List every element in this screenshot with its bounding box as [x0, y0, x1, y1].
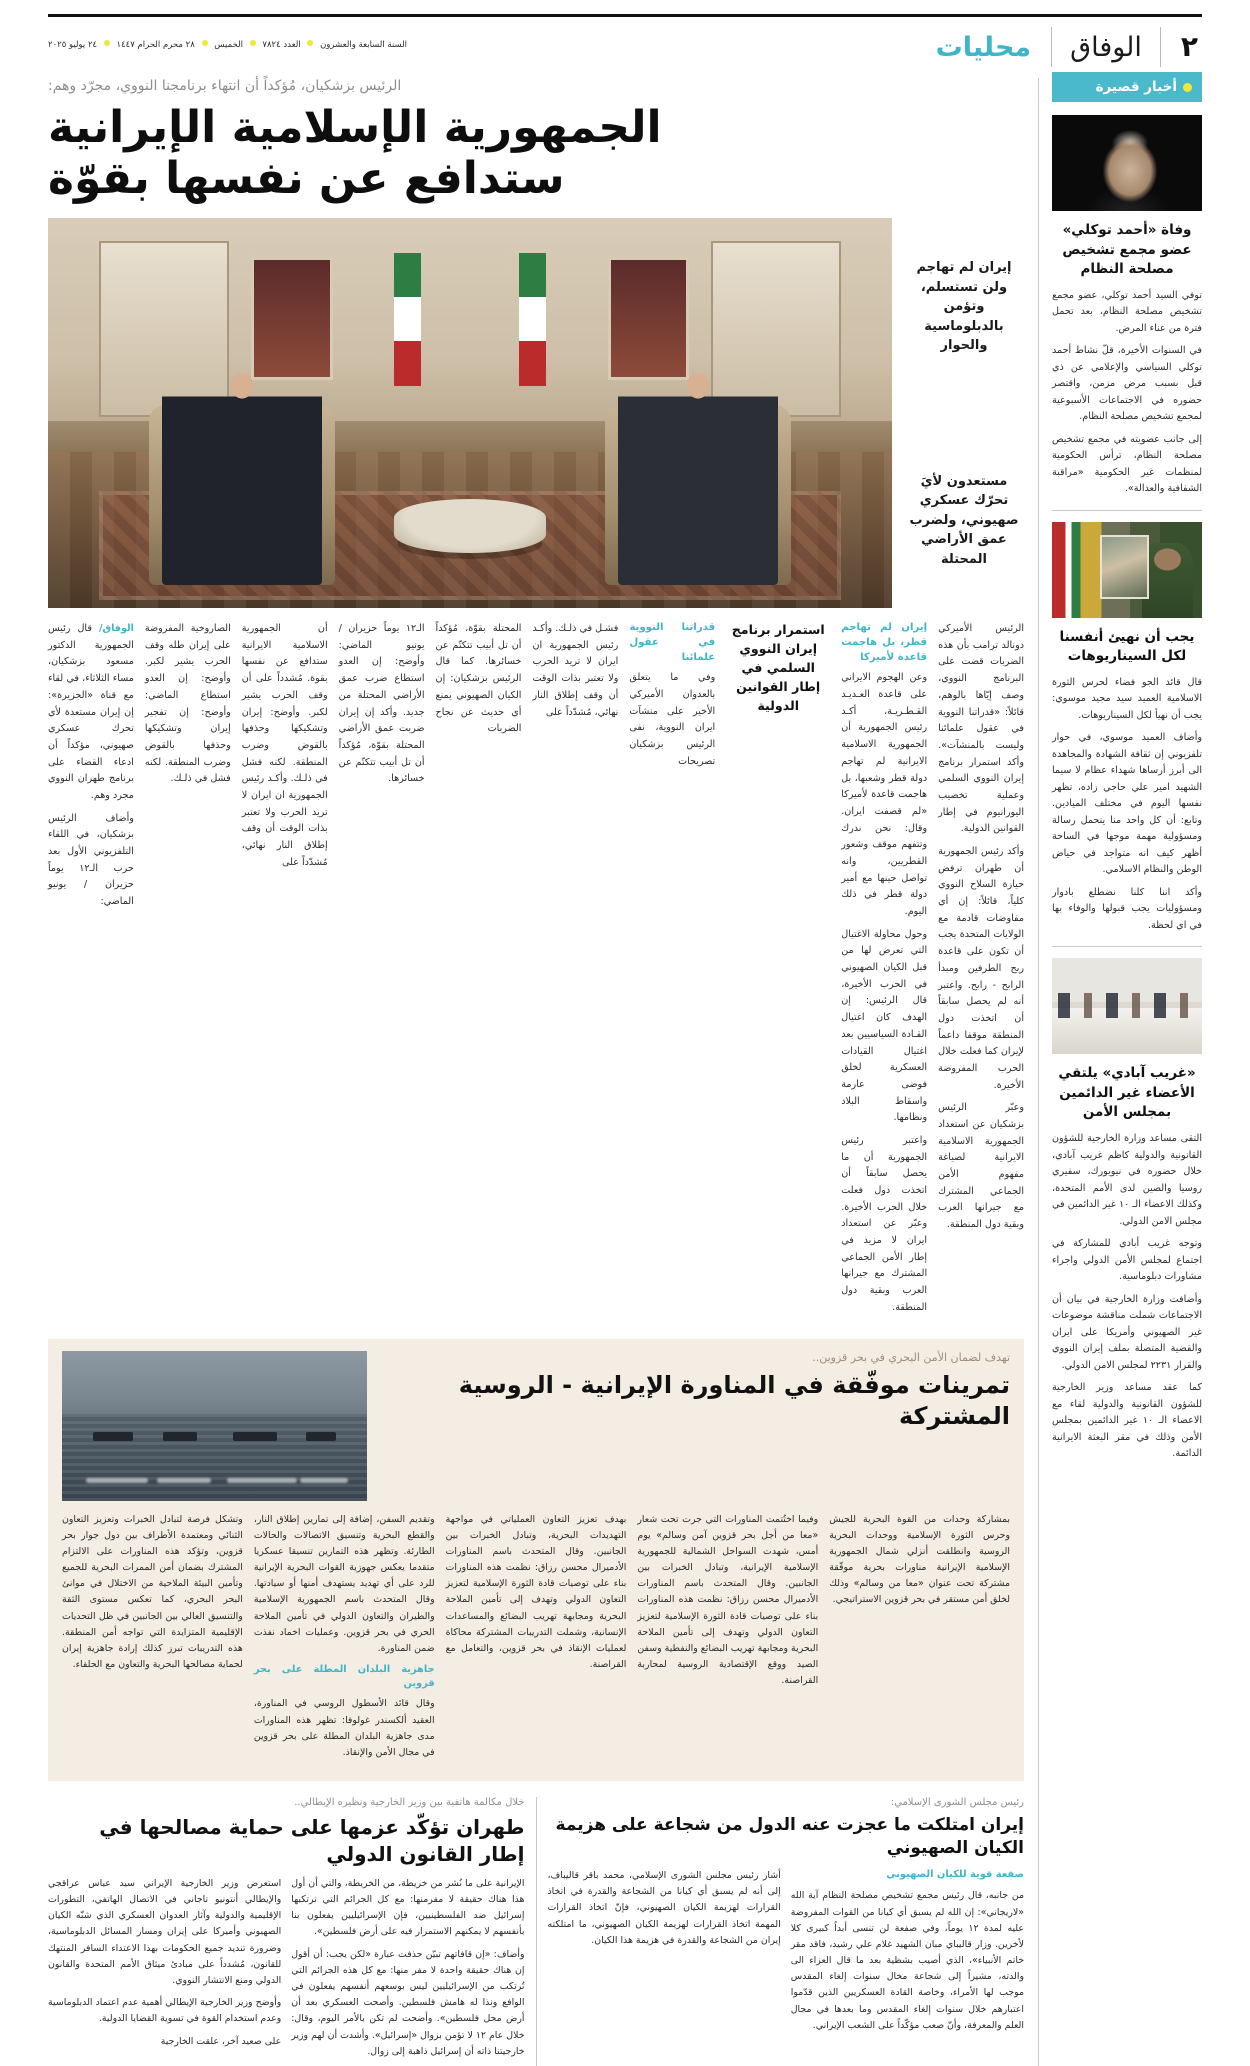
paragraph: وأوضح وزير الخارجية الإيطالي أهمية عدم اعتماد الدبلوماسية وعدم استخدام القوة في تسوية القضايا الدولية. — [48, 1997, 282, 2025]
article-column — [548, 1868, 781, 2040]
naval-exercise-story[interactable] — [48, 1339, 1024, 1782]
story-title: طهران تؤكّد عزمها على حماية مصالحها في إطار القانون الدولي — [99, 1815, 525, 1866]
sidebar-item-title: وفاة «أحمد توكلي» عضو مجمع تشخيص مصلحة النظام — [1062, 222, 1192, 278]
pull-quote: إيران لم تهاجم ولن تستسلم، وتؤمن بالدبلوماسية والحوار — [916, 260, 1012, 354]
paragraph: كما عقد مساعد وزير الخارجية للشؤون القانونية والدولية لقاء مع الاعضاء الـ ١٠ غير الدائمين بمجلس الأمن وذلك في مقر البعثة الايرانية الدائمة. — [1052, 1382, 1202, 1459]
article-column — [791, 1868, 1024, 2040]
meeting-roundtable-photo — [1052, 958, 1202, 1054]
article-column — [637, 1512, 818, 1768]
sidebar-item-body — [1052, 288, 1202, 498]
paragraph: وفي ما يتعلق بالعدوان الأميركي الأخير على منشآت ايران النووية، نفى الرئيس بزشكيان تصريحات — [629, 672, 716, 767]
story-title: تمرينات موفّقة في المناورة الإيرانية - الروسية المشتركة — [458, 1370, 1010, 1430]
article-column — [242, 621, 328, 1322]
paragraph: من جانبه، قال رئيس مجمع تشخيص مصلحة النظام آية الله «لاريجاني»: إن الله لم يسبق أي كيانا من القوات المفروضة عليه لمدة ١٢ يوماً، وفي صفعة لن تنسى أبداً كبيرى كلا لأخرين. وزار قاليباي مبان الشهيد غلام علي رشيد، فاقد مقر خاتم الأنبياء»، الذي أصيب بشظية بعد ما قال العزاء الى والدته، مشيراً إلى شجاعة مخال سنوات إلغاء المقدس موجب لها الأمراء، وخاصة القادة العسكريين الذين قدّموا اعتبارهم خلال سنوات إلغاء المقدس وما بعدها في مجال العلم والمعرفة، وأنّ صعب مؤكّداً على الشعب الإيراني. — [790, 1890, 1025, 2031]
paragraph: وأكد رئيس الجمهورية أن طهران ترفض حيازة السلاح النووي كلياً، قائلاً: إن أي مفاوضات قادمة مع الولايات المتحدة يجب أن تكون على قاعدة ربح الطرفين ومبدأ الرابح - رابح. واعتبر أنه لم يحصل سابقاً أن اتخذت دول المنطقة موقفا داعماً لإيران كما فعلت خلال الحرب المفروضة الأخيرة. — [938, 846, 1024, 1091]
sidebar-divider — [1052, 510, 1202, 511]
page-number: ٢ — [1180, 30, 1198, 63]
wifaq-byline-column — [48, 621, 134, 1322]
main-content — [48, 72, 1038, 2066]
paragraph: استعرض وزير الخارجية الإيراني سيد عباس عراقجي والإيطالي أنتونيو تاجاني في الاتصال الهاتفي، التطورات الإقليمية والدولية وآثار العدوان العسكري الذي شنّه الكيان الصهيوني وأميركا على إيران ومسار المسائل الدبلوماسية، وضرورة تنديد جميع الحكومات بهذا الاعتداء السافر المنتهك للقانون، مُشدداً على مبادئ ميثاق الأمم المتحدة والقانون الدولي ومنع الانتشار النووي. — [48, 1877, 282, 1986]
paragraph: وتقديم السفن، إضافة إلى تمارين إطلاق النار، والقطع البحرية وتنسيق الاتصالات والحالات الطارئة. وتظهر هذه التمارين تنسيقا عسكريا متقدما يعكس جهوزية القوات البحرية الإيرانية للرد على أي تهديد يستهدف أمنها أو سيادتها. وقال المتحدث باسم الجمهورية الإسلامية والطيران والتعاون الدولي في تأمين الملاحة الحري في بحر قزوين. وعمليات اخماد نفذت ضمن المناورة. — [253, 1513, 435, 1654]
article-column — [436, 621, 522, 1322]
sidebar-news-item[interactable] — [1052, 115, 1202, 498]
naval-exercise-ships-photo — [62, 1351, 367, 1501]
section-subhead: جاهزية البلدان المطلة على بحر قزوين — [253, 1664, 435, 1690]
article-column — [145, 621, 231, 1322]
headline-line-1: الجمهورية الإسلامية الإيرانية — [48, 102, 662, 153]
paragraph: أشار رئيس مجلس الشورى الإسلامي، محمد باقر قاليباف، إلى أنه لم يسبق أي كيانا من الشجاعة والقدرة في اتخاذ القرارات لهزيمة الكيان الصهيوني، فإنّ اتخاذ القرارات المهمة اتخاذ القرارات لهزيمة الكيان الصهيوني، ما امتلكته إيران من الشجاعة والقدرة في هزيمة هذا الكيان. — [547, 1870, 781, 1946]
article-column — [339, 621, 425, 1322]
photo-coffee-table — [394, 499, 546, 554]
paragraph: بمشاركة وحدات من القوة البحرية للجيش وحرس الثورة الإسلامية ووحدات البحرية الروسية وانطلقت أنزلي شمال الجمهورية الإسلامية الإيرانية مناورات بحرية موفّقة مشتركة تحت عنوان «معا من وسالم» وذلك لخلق أمن مستقر في بحر قزوين الاستراتيجي. — [829, 1513, 1010, 1606]
iran-flag-icon — [394, 253, 421, 386]
article-column — [532, 621, 618, 1322]
paragraph: وقال قائد الأسطول الروسي في المناورة، العقيد ألكسندر غولوفا: تظهر هذه المناورات مدى جاهزية البلدان المطلة على بحر قزوين في مجال الأمن والإنقاذ. — [253, 1698, 435, 1758]
paragraph: المحتلة بقوّة، مُؤكداً أن تل أبيب تتكتّم عن خسائرها. كما قال الرئيس بزشكيان: إن الكيان الصهيوني يمنع أي حديث عن نجاح الضربات — [435, 623, 522, 735]
paragraph-text: قال رئيس الجمهورية الدكتور مسعود بزشكيان، مساء الثلاثاء، في لقاء مع قناة «الجزيرة»: إن إيران مستعدة لأي تحرك عسكري صهيوني، مؤكداً أن ادعاء القضاء على برنامج طهران النووي مجرد وهم. — [47, 623, 134, 801]
article-column — [254, 1512, 435, 1768]
story-columns — [548, 1868, 1025, 2040]
photo-ship — [163, 1432, 197, 1441]
main-article-columns — [48, 621, 1024, 1322]
photo-ship — [306, 1432, 336, 1441]
pezeshkian-tv-interview-photo — [48, 218, 892, 608]
photo-portrait-frame — [251, 257, 333, 380]
short-news-sidebar — [1039, 72, 1202, 2066]
paper-name: الوفاق — [1070, 31, 1142, 63]
masthead-divider-1 — [1160, 27, 1161, 67]
paragraph: التقى مساعد وزارة الخارجية للشؤون القانونية والدولية كاظم غريب آبادي، خلال حضوره في نيويورك، سفيري روسيا والصين لدى الأمم المتحدة، وكذلك الاعضاء الـ ١٠ غير الدائمين في مجلس الامن الدولي. — [1052, 1133, 1202, 1227]
bottom-story-majlis[interactable] — [537, 1797, 1025, 2066]
sidebar-news-item[interactable] — [1052, 958, 1202, 1462]
photo-wake — [300, 1478, 348, 1483]
photo-sea — [62, 1414, 367, 1501]
dateline-dot-icon — [250, 40, 256, 46]
dateline-dot-icon — [202, 40, 208, 46]
dateline-dot-icon — [307, 40, 313, 46]
sidebar-item-title: يجب أن نهيئ أنفسنا لكل السيناريوهات — [1059, 628, 1195, 665]
paragraph: واعتبر رئيس الجمهورية أن ما يحصل سابقاً أن اتخذت دول فعلت خلال الحرب الأخيرة. وعبّر عن استعداد ايران لا مزيد في إطار الأمن الجماعي المشترك مع جيرانها العرب وبقية دول المنطقة. — [841, 1134, 928, 1313]
story-columns — [48, 1876, 525, 2066]
iran-flag-icon — [519, 253, 546, 386]
photo-president-pezeshkian — [618, 366, 778, 584]
naval-columns — [62, 1512, 1010, 1768]
bullet-dot-icon — [1183, 83, 1192, 92]
photo-wake — [227, 1478, 297, 1483]
paragraph: وأضاف: «إن قافاتهم تبيّن حذفت عبارة «لكن يجب: أن أقول إن هناك حقيقة واحدة لا مفر منها: مع كل هذه الجرائم التي تُرتكب من الإسرائيليين ليس بوسعهم أنفسهم يفعلون في الوافع ونذا له هامش فلسطين. وأصحت العسكري بعد أن أرض محل فلسطين». وأضحت لم تكن بالأمر اليوم، وقال: خلال عام ١٢ لا تؤمن بزوال «إسرائيل». وأشدت أن لهم وزير خارجيتنا ذاته أن إسرائيل ذاهبة إلى زوال. — [291, 1948, 525, 2057]
photo-interviewer — [162, 366, 322, 584]
paragraph: الإيرانية على ما نُشر من خريطة، من الخريطة، والتي أن أول هذا هناك حقيقة لا مفرمنها: مع كل الجرائم التي ترتكبها إسرائيل ضد الفلسطينيين، فإن الإسرائيليين يفعلون بنا بأنفسهم لا يمكنهم الاستمرار فيه على أرض فلسطين». — [291, 1877, 525, 1938]
dateline-dot-icon — [104, 40, 110, 46]
headline-line-2: ستدافع عن نفسها بقوّة — [48, 153, 565, 205]
paragraph: الرئيس الأميركي دونالد ترامب بأن هذه الضربات قضت على البرنامج النووي، وصف إيّاها بالوهم، قائلاً: «قدراتنا النووية في عقول علمائنا وليست بالمنشآت». وأكد استمرار برنامج إيران النووي السلمي وعملية تخصيب اليورانيوم في إطار القوانين الدولية. — [938, 623, 1024, 835]
paragraph: وأكد اننا كلنا نضطلع بادوار ومسؤوليات يجب قبولها والوفاء بها في اي لحظة. — [1052, 886, 1202, 931]
story-title: إيران امتلكت ما عجزت عنه الدول من شجاعة على هزيمة الكيان الصهيوني — [555, 1815, 1024, 1858]
dateline-gregorian: ٢٤ يوليو ٢٠٢٥ — [48, 40, 98, 50]
paragraph: على صعيد آخر، علقت الخارجية — [160, 2035, 282, 2047]
sidebar-news-item[interactable] — [1052, 522, 1202, 935]
section-name: محليات — [935, 31, 1032, 63]
paragraph: وعن الهجوم الايراني على قاعدة العـديـد القـطـريـة، أكـد رئيس الجمهورية أن الجمهورية الاسلامية الايرانية لم تهاجم دولة قطر وشعبها، بل هاجمت قاعدة لأميركا «لم قصفت ايران. وقال: نحن ندرك وتتفهم موقف وشعور القطريين، وانه تواصل حينها مع أمير دولة قطر في ذلك اليوم. — [841, 672, 928, 918]
story-eyebrow: خلال مكالمة هاتفية بين وزير الخارجية ونظيره الإيطالي.. — [294, 1797, 525, 1809]
dateline-year: السنة السابعة والعشرون — [320, 40, 408, 50]
article-column — [446, 1512, 627, 1768]
sidebar-item-title: «غريب آبادي» يلتقي الأعضاء غير الدائمين بمجلس الأمن — [1058, 1065, 1196, 1121]
page-body — [48, 72, 1202, 2066]
article-column — [938, 621, 1024, 1322]
paragraph: وأضافت وزارة الخارجية في بيان أن الاجتماعات شملت مناقشة موضوعات غير الصهيوني وأمريكا على ايران والقضية المتصلة بملف إيران النووي والقرار ٢٢٣١ لمجلس الامن الدولي. — [1052, 1293, 1202, 1371]
paragraph: الصاروخية المفروضة على إيران طله وقف الحرب يشير لكبر. وأوضح: إن العدو استطاع الماضي: وأوضح: إن تفجير إيران وتشكيكها وحذفها بالقوض وضرب المنطقة. لكنه فشل في ذلـك. — [144, 623, 231, 785]
bottom-story-foreign-ministry[interactable] — [48, 1797, 536, 2066]
sidebar-divider — [1052, 946, 1202, 947]
masthead-divider-2 — [1051, 27, 1052, 67]
sidebar-header-label: أخبار قصيرة — [1095, 79, 1177, 95]
paragraph — [48, 621, 134, 805]
paragraph: الـ١٢ يوماً حزيران / يونيو الماضي: وأوضح: إن العدو استطاع ضرب عمق الأراضي المحتلة من جديد. وأكد إن إيران ضربت عمق الأراضي المحتلة بقوّة، مُؤكداً أن تل أبيب تتكتّم عن خسائرها. — [338, 623, 425, 785]
photo-wake — [157, 1478, 211, 1483]
sidebar-item-body — [1052, 1131, 1202, 1463]
photo-wake — [86, 1478, 148, 1483]
article-column — [48, 1876, 281, 2066]
paragraph: توفي السيد أحمد توكلي، عضو مجمع تشخيص مصلحة النظام، بعد تحمل فترة من عناء المرض. — [1052, 289, 1202, 334]
paragraph: إلى جانب عضويته في مجمع تشخيص مصلحة النظام، ترأس الحكومية لمنظمات غير الحكومية «مراقبة الشفافية والعدالة». — [1052, 433, 1202, 495]
photo-ship — [233, 1432, 277, 1441]
paragraph: بهدف تعزيز التعاون العملياتي في مواجهة التهديدات البحرية، وتبادل الخبرات بين الجانبين. وقال المتحدث باسم المناورات الأدميرال محسن رزاق: نظمت هذه المناورات بناء على توصيات قادة الثورة الإسلامية لتعزيز التعاون الدولي وتهدف إلى تأمين الملاحة البحرية ومجابهة تهريب البضائع والمساعدات الإنسانية، وشملت التدريبات المشتركة محاكاة لعمليات الإنقاذ في بحر قزوين، والتعامل مع القراصنة. — [445, 1513, 627, 1671]
article-column — [62, 1512, 243, 1768]
article-column — [629, 621, 715, 1322]
pull-quote-column — [904, 218, 1024, 569]
naval-header-row — [62, 1351, 1010, 1501]
sidebar-vertical-rule — [1038, 78, 1039, 2066]
masthead — [48, 0, 1202, 72]
dateline — [48, 40, 922, 54]
paragraph: وعبّر الرئيس بزشكيان عن استعداد الجمهورية الاسلامية الايرانية لصياغة مفهوم الأمن الجماعي المشترك مع جيرانها العرب وبقية دول المنطقة. — [938, 1102, 1024, 1231]
paragraph: وحول محاولة الاغتيال التي تعرض لها من قبل الكيان الصهيوني في الحرب الأخيرة، قال الرئيس: إن الهدف كان اغتيال القـادة السياسيين بعد اغتيال القيادات العسكرية لخلق فوضى عارمة واسقاط البلاد ونظامها. — [841, 928, 928, 1124]
dateline-hijri: ٢٨ محرم الحرام ١٤٤٧ — [116, 40, 195, 50]
paragraph: وأضاف الرئيس بزشكيان، في اللقاء التلفزيوني الأول بعد حرب الـ١٢ يوماً حزيران / يونيو الماضي: — [47, 812, 134, 908]
paragraph: أن الجمهورية الاسلامية الايرانية ستدافع عن نفسها بقوة. مُشدداً على أن وقف الحرب يشير لكبر. وأوضح: إيران وتشكيكها وحذفها بالقوض وضرب المنطقة. لكنه فشل في ذلـك. وأكـد رئيس الجمهورية ان ايران لا تريد الحرب ولا تعتبر بذات الوقت أن وقف إطلاق النار نهائي، مُشدّداً على — [241, 623, 328, 868]
section-subhead: صفعة قوية للكيان الصهيوني — [886, 1869, 1024, 1881]
article-column — [291, 1876, 524, 2066]
dateline-issue: العدد ٧٨٢٤ — [262, 40, 301, 50]
irgc-commander-photo — [1052, 522, 1202, 618]
pull-quote: استمرار برنامج إيران النووي السلمي في إطار القوانين الدولية — [731, 622, 825, 713]
sidebar-item-body — [1052, 675, 1202, 935]
story-eyebrow: تهدف لضمان الأمن البحري في بحر قزوين.. — [812, 1350, 1010, 1364]
lead-row — [48, 218, 1024, 608]
naval-header-text — [381, 1351, 1010, 1501]
paragraph: وتوجه غريب أبادي للمشاركة في اجتماع لمجلس الأمن الدولي واجراء مشاورات دبلوماسية. — [1052, 1238, 1202, 1282]
page-title — [48, 102, 1024, 204]
section-subhead: قدراتنا النووية في عقول علمائنا — [629, 622, 716, 663]
story-vertical-rule — [536, 1797, 537, 2066]
dateline-weekday: الخميس — [214, 40, 243, 50]
ahmad-tavakoli-portrait — [1052, 115, 1202, 211]
paragraph: وتشكل فرصة لتبادل الخبرات وتعزيز التعاون الثنائي ومعتمدة الأطراف بين دول جوار بحر قزوين، وتؤكد هذه المناورات على الالتزام المشترك بضمان أمن الممرات البحرية للجميع وتأمين البيئة الملاحية من الاختلال في موانئ البحر البحري، كما تعكس مستوى الثقة والتنسيق العالي بين الجانبين في ظل التحديات الإقليمية المتزايدة التي تواجه أمن المنطقة. هذه التدريبات تبرز كذلك إرادة جاهزية إيران لحماية مصالحها البحرية والتعاون مع الحلفاء. — [62, 1513, 243, 1671]
article-column — [829, 1512, 1010, 1768]
masthead-rule — [48, 14, 1202, 17]
pull-quote: مستعدون لأيَ تحرّك عسكري صهيوني، ولضرب عمق الأراضي المحتلة — [909, 473, 1019, 567]
paragraph: فشـل في ذلـك. وأكـد رئيس الجمهورية ان ايران لا تريد الحرب ولا تعتبر بذات الوقت أن وقف إطلاق النار نهائي، مُشدّداً على — [532, 623, 619, 718]
paragraph: وأضاف العميد موسوي، في حوار تلفزيوني إن ثقافة الشهادة والمجاهدة الى أبرز أرساها شهداء عظام لا سيما الشهيد امير علي حاجي زاده، تظهر نفسها اليوم في مختلف الميادين. وتابع: أن كل واحد منا يتحمل رسالة ومسؤولية مهمة موجها في الساحة أظهر كيف انه متواجد في حياض الوطن والنظام الاسلامي. — [1052, 732, 1202, 876]
story-eyebrow: رئيس مجلس الشورى الإسلامي: — [890, 1797, 1024, 1809]
photo-ship — [93, 1432, 133, 1441]
article-column — [841, 621, 927, 1322]
paragraph: وفيما اختُتمت المناورات التي جرت تحت شعار «معا من أجل بحر قزوين آمن وسالم» يوم أمس، شهدت السواحل الشمالية للجمهورية الإسلامية الإيرانية، وتبادل الخبرات بين الجانبين. وقال المتحدث باسم المناورات الأدميرال محسن رزاق: نظمت هذه المناورات بناء على توصيات قادة الثورة الإسلامية لتعزيز التعاون الدولي وتهدف إلى تأمين الملاحة البحرية ومجابهة تهريب البضائع والنفطية وسفن الصيد ووقع الإقتصادية الروسية لمحاربة القراصنة. — [637, 1513, 819, 1687]
photo-portrait-frame — [608, 257, 690, 380]
sidebar-header — [1052, 72, 1202, 102]
wifaq-tag: الوفاق/ — [98, 623, 134, 635]
bottom-stories-row — [48, 1797, 1024, 2066]
paragraph: في السنوات الأخيرة، قلّ نشاط أحمد توكلي السياسي والإعلامي عن ذي قبل بسبب مرض مزمن، واقتصر حضوره في الاجتماعات الأسبوعية لمجمع تشخيص مصلحة النظام. — [1052, 345, 1202, 423]
section-subhead: إيران لم تهاجم قطر، بل هاجمت قاعدة لأميركا — [841, 622, 928, 663]
article-kicker: الرئيس بزشكيان، مُؤكداً أن انتهاء برنامجنا النووي، مجرّد وهم: — [48, 78, 402, 94]
paragraph: قال قائد الجو فضاء لحرس الثورة الاسلامية العميد سيد مجيد موسوي: يجب أن نهيأ لكل السيناريوهات. — [1052, 676, 1202, 721]
